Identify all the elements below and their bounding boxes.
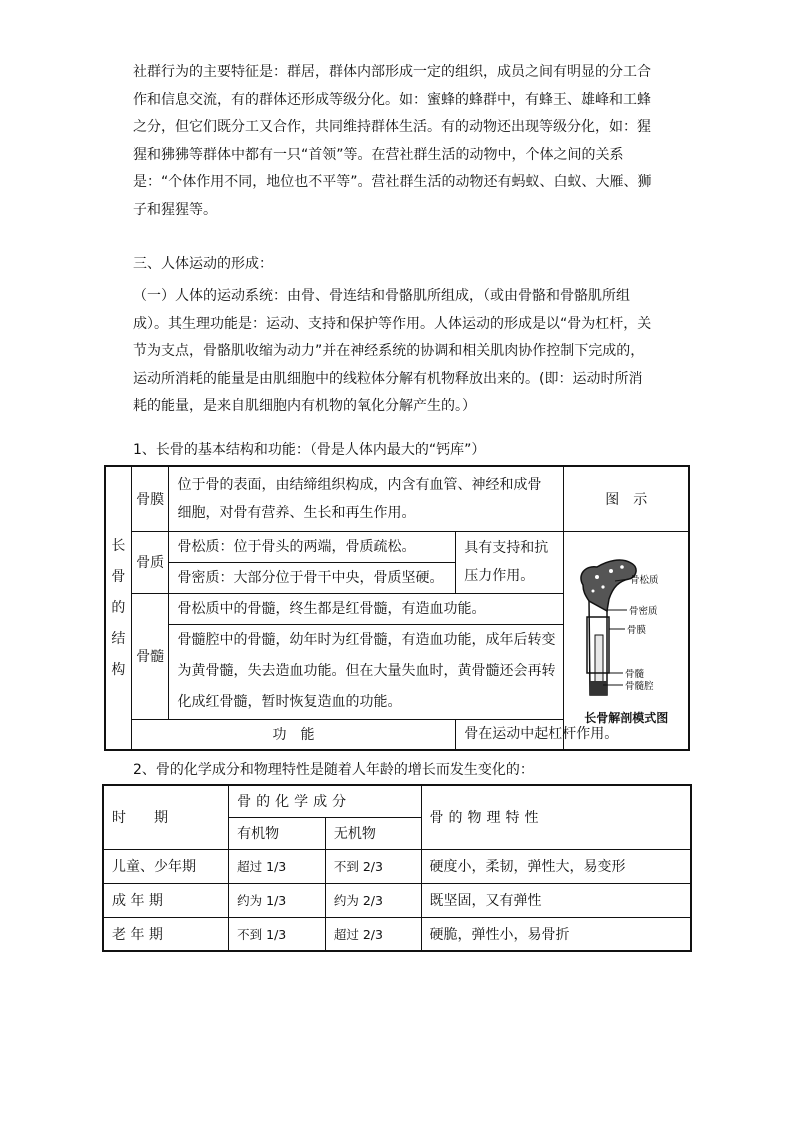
period-cell: 成 年 期	[103, 883, 229, 917]
long-bone-diagram	[567, 555, 685, 705]
marrow-spongy-text: 骨松质中的骨髓，终生都是红骨髓，有造血功能。	[169, 593, 564, 624]
periosteum-description: 位于骨的表面，由结缔组织构成，内含有血管、神经和成骨 细胞，对骨有营养、生长和再生作用。	[169, 466, 564, 531]
long-bone-structure-label: 长 骨 的 结 构	[105, 466, 131, 750]
table-row	[103, 849, 691, 883]
property-cell: 硬脆，弹性小，易骨折	[421, 917, 691, 951]
figure-header: 图 示	[564, 466, 689, 531]
bone-substance-label: 骨质	[131, 531, 169, 593]
bone-composition-table	[102, 784, 692, 952]
label-periosteum: 骨膜	[627, 624, 647, 636]
property-cell: 既坚固，又有弹性	[421, 883, 691, 917]
organic-cell: 超过 1/3	[229, 849, 326, 883]
text-line: 之分，但它们既分工又合作，共同维持群体生活。有的动物还出现等级分化，如：猩	[133, 119, 651, 135]
text-line: 是：“个体作用不同，地位也不平等”。营社群生活的动物还有蚂蚁、白蚁、大雁、狮	[133, 174, 652, 190]
table-row	[103, 883, 691, 917]
long-bone-table	[104, 465, 690, 751]
function-label: 功 能	[131, 719, 456, 750]
substance-function-text: 具有支持和抗 压力作用。	[456, 531, 564, 593]
label-cavity: 骨髓腔	[625, 680, 654, 692]
motor-system-paragraph	[133, 283, 663, 421]
organic-cell: 约为 1/3	[229, 883, 326, 917]
inorganic-cell: 超过 2/3	[325, 917, 421, 951]
physical-property-header: 骨的物理特性	[421, 785, 691, 849]
text-line: 运动所消耗的能量是由肌细胞中的线粒体分解有机物释放出来的。(即：运动时所消	[133, 370, 643, 387]
label-compact: 骨密质	[629, 605, 658, 617]
period-cell: 老 年 期	[103, 917, 229, 951]
bone-marrow-label: 骨髓	[131, 593, 169, 719]
item1-heading: 1、长骨的基本结构和功能：（骨是人体内最大的“钙库”）	[133, 442, 486, 458]
organic-cell: 不到 1/3	[229, 917, 326, 951]
function-text: 骨在运动中起杠杆作用。	[456, 719, 689, 750]
label-marrow: 骨髓	[625, 668, 645, 680]
social-behavior-paragraph	[133, 59, 663, 224]
period-cell: 儿童、少年期	[103, 849, 229, 883]
item2-heading: 2、骨的化学成分和物理特性是随着人年龄的增长而发生变化的：	[133, 762, 534, 778]
spongy-bone-text: 骨松质：位于骨头的两端，骨质疏松。	[169, 531, 456, 562]
property-cell: 硬度小，柔韧，弹性大，易变形	[421, 849, 691, 883]
diagram-caption: 长骨解剖模式图	[584, 710, 669, 725]
text-line: （一）人体的运动系统：由骨、骨连结和骨骼肌所组成，（或由骨骼和骨骼肌所组	[133, 288, 630, 304]
inorganic-cell: 约为 2/3	[325, 883, 421, 917]
marrow-cavity-text: 骨髓腔中的骨髓，幼年时为红骨髓，有造血功能，成年后转变 为黄骨髓，失去造血功能。但在大量失血时，黄骨髓还会再转 化成红骨髓，暂时恢复造血的功能。	[169, 624, 564, 719]
text-line: 耗的能量，是来自肌细胞内有机物的氧化分解产生的。）	[133, 398, 476, 414]
text-line: 成）。其生理功能是：运动、支持和保护等作用。人体运动的形成是以“骨为杠杆，关	[133, 315, 652, 332]
inorganic-cell: 不到 2/3	[325, 849, 421, 883]
chemical-composition-header: 骨的化学成分	[229, 785, 421, 817]
compact-bone-text: 骨密质：大部分位于骨干中央，骨质坚硬。	[169, 562, 456, 593]
text-line: 作和信息交流，有的群体还形成等级分化。如：蜜蜂的蜂群中，有蜂王、雄峰和工蜂	[133, 91, 651, 108]
text-line: 子和猩猩等。	[133, 201, 217, 218]
text-line: 节为支点，骨骼肌收缩为动力”并在神经系统的协调和相关肌肉协作控制下完成的，	[133, 343, 645, 359]
organic-header: 有机物	[229, 817, 326, 849]
long-bone-diagram-cell	[564, 531, 689, 750]
period-header: 时 期	[103, 785, 229, 849]
label-spongy: 骨松质	[630, 574, 659, 586]
text-line: 社群行为的主要特征是：群居，群体内部形成一定的组织，成员之间有明显的分工合	[133, 64, 651, 80]
table-row	[103, 917, 691, 951]
inorganic-header: 无机物	[325, 817, 421, 849]
marrow-end	[590, 681, 607, 695]
text-line: 猩和狒狒等群体中都有一只“首领”等。在营社群生活的动物中，个体之间的关系	[133, 146, 624, 163]
periosteum-label: 骨膜	[131, 466, 169, 531]
section-heading: 三、人体运动的形成：	[133, 256, 273, 272]
